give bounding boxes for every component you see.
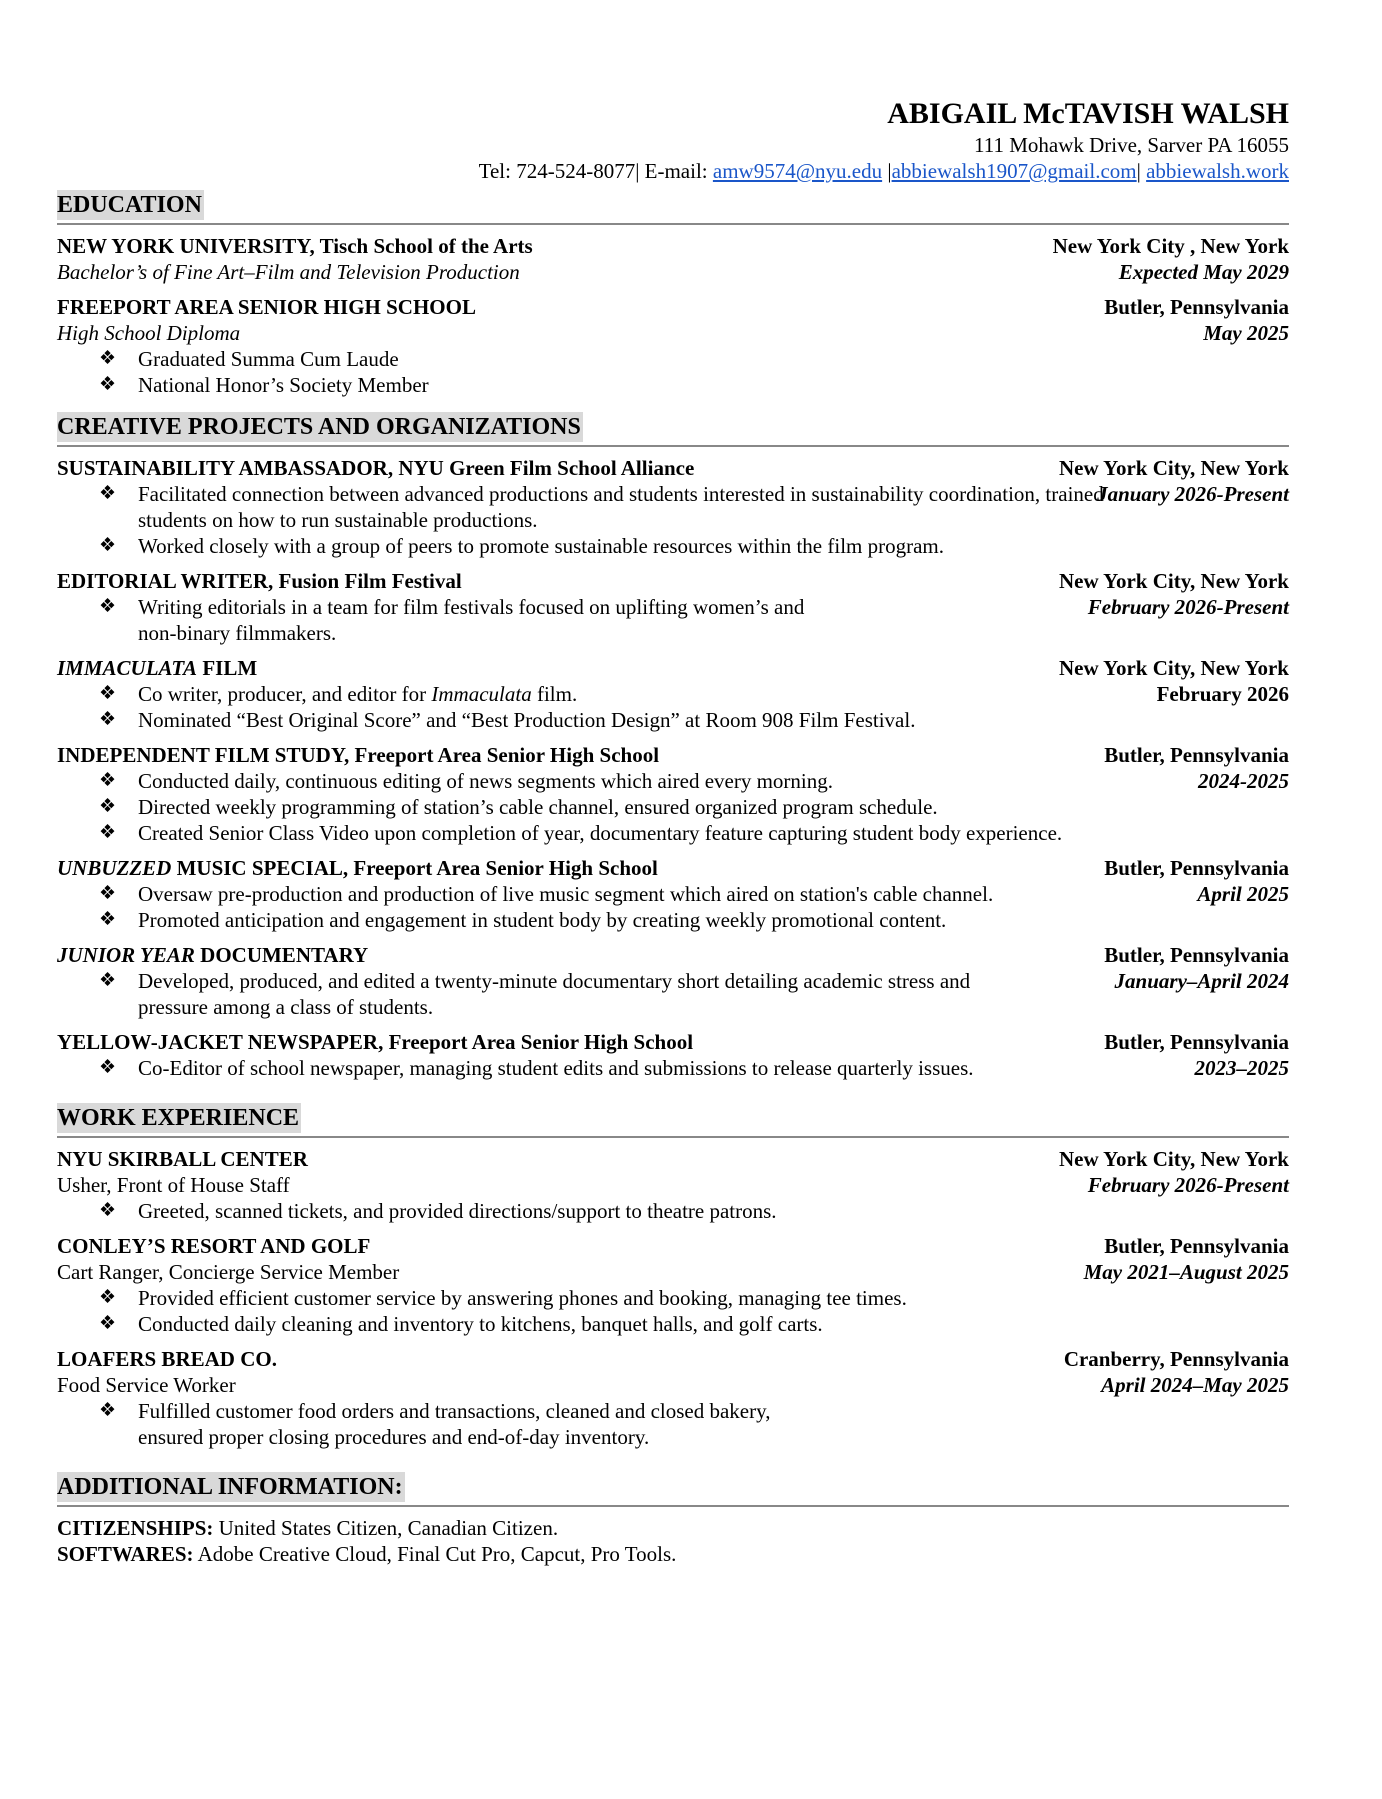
project-entry xyxy=(57,742,1289,846)
diamond-bullet-icon: ❖ xyxy=(99,909,117,930)
diamond-bullet-icon: ❖ xyxy=(99,596,117,617)
project-date: April 2025 xyxy=(1197,882,1289,906)
education-entry xyxy=(57,294,1289,398)
bullet-list xyxy=(57,881,1289,933)
list-item: ❖ Directed weekly programming of station’s cable channel, ensured organized program schedule. xyxy=(99,795,938,819)
candidate-address: 111 Mohawk Drive, Sarver PA 16055 xyxy=(974,133,1289,157)
softwares-value: Adobe Creative Cloud, Final Cut Pro, Capcut, Pro Tools. xyxy=(193,1542,677,1566)
project-date: February 2026 xyxy=(1156,682,1289,706)
softwares-label: SOFTWARES: xyxy=(57,1542,194,1566)
job-entry xyxy=(57,1146,1289,1224)
list-item: ❖ Conducted daily cleaning and inventory to kitchens, banquet halls, and golf carts. xyxy=(99,1312,823,1336)
diamond-bullet-icon: ❖ xyxy=(99,822,117,843)
project-entry xyxy=(57,1029,1289,1081)
project-entry xyxy=(57,655,1289,733)
section-title: WORK EXPERIENCE xyxy=(57,1105,300,1131)
citizenships-value: United States Citizen, Canadian Citizen. xyxy=(213,1516,559,1540)
creative-projects-section xyxy=(57,412,1289,1081)
employer-location: New York City, New York xyxy=(1058,1147,1289,1171)
list-item: ❖ Co-Editor of school newspaper, managing student edits and submissions to release quarterly issues. xyxy=(99,1056,974,1080)
project-location: Butler, Pennsylvania xyxy=(1104,743,1289,767)
project-entry xyxy=(57,855,1289,933)
diamond-bullet-icon: ❖ xyxy=(99,535,117,556)
diamond-bullet-icon: ❖ xyxy=(99,1057,117,1078)
resume-header xyxy=(57,0,1289,184)
list-item: ❖ National Honor’s Society Member xyxy=(99,373,429,397)
diamond-bullet-icon: ❖ xyxy=(99,683,117,704)
school-name: FREEPORT AREA SENIOR HIGH SCHOOL xyxy=(57,295,476,319)
project-entry xyxy=(57,568,1289,646)
bullet-list xyxy=(57,768,1289,846)
bullet-list xyxy=(57,1055,1289,1081)
diamond-bullet-icon: ❖ xyxy=(99,709,117,730)
section-divider xyxy=(57,1505,1289,1507)
project-location: New York City, New York xyxy=(1058,656,1289,680)
list-item: ❖ Developed, produced, and edited a twenty-minute documentary short detailing academic stress and pressure among a class of students. xyxy=(99,969,971,1019)
project-role: YELLOW-JACKET NEWSPAPER, Freeport Area Senior High School xyxy=(57,1030,694,1054)
list-item: ❖ Graduated Summa Cum Laude xyxy=(99,347,399,371)
email-link-nyu[interactable]: amw9574@nyu.edu xyxy=(712,159,883,183)
job-position: Food Service Worker xyxy=(57,1373,236,1397)
employer-name: CONLEY’S RESORT AND GOLF xyxy=(57,1234,371,1258)
section-title: CREATIVE PROJECTS AND ORGANIZATIONS xyxy=(57,414,581,440)
citizenships-label: CITIZENSHIPS: xyxy=(57,1516,214,1540)
school-name: NEW YORK UNIVERSITY, Tisch School of the Arts xyxy=(57,234,533,258)
work-experience-section xyxy=(57,1103,1289,1450)
degree: High School Diploma xyxy=(57,321,241,345)
graduation-date: May 2025 xyxy=(1203,321,1289,345)
employer-name: LOAFERS BREAD CO. xyxy=(57,1347,277,1371)
list-item: ❖ Co writer, producer, and editor for Immaculata film. xyxy=(99,682,578,706)
project-location: New York City, New York xyxy=(1058,569,1289,593)
documentary-title: JUNIOR YEAR xyxy=(57,943,195,967)
employer-name: NYU SKIRBALL CENTER xyxy=(57,1147,308,1171)
project-date: 2024-2025 xyxy=(1198,769,1289,793)
project-role: IMMACULATA FILM xyxy=(57,656,258,680)
project-entry xyxy=(57,455,1289,559)
special-title: UNBUZZED xyxy=(57,856,172,880)
contact-line xyxy=(57,158,1289,184)
diamond-bullet-icon: ❖ xyxy=(99,770,117,791)
project-location: Butler, Pennsylvania xyxy=(1104,1030,1289,1054)
project-date: January–April 2024 xyxy=(1114,969,1289,993)
diamond-bullet-icon: ❖ xyxy=(99,1287,117,1308)
list-item: ❖ Provided efficient customer service by answering phones and booking, managing tee times. xyxy=(99,1286,907,1310)
contact-phone-label: Tel: 724-524-8077| E-mail: xyxy=(478,159,713,183)
resume-page xyxy=(57,0,1289,1567)
section-title: ADDITIONAL INFORMATION: xyxy=(57,1474,403,1500)
list-item: ❖ Facilitated connection between advanced productions and students interested in sustainability coordination, trained students on how to run sustainable productions. xyxy=(99,482,1104,532)
project-location: New York City, New York xyxy=(1058,456,1289,480)
list-item: ❖ Greeted, scanned tickets, and provided directions/support to theatre patrons. xyxy=(99,1199,777,1223)
project-role: INDEPENDENT FILM STUDY, Freeport Area Senior High School xyxy=(57,743,660,767)
candidate-name: ABIGAIL McTAVISH WALSH xyxy=(887,97,1289,130)
project-date: January 2026-Present xyxy=(1097,482,1289,506)
bullet-list xyxy=(57,1285,1289,1337)
employer-location: Cranberry, Pennsylvania xyxy=(1063,1347,1289,1371)
list-item: ❖ Conducted daily, continuous editing of news segments which aired every morning. xyxy=(99,769,833,793)
bullet-list xyxy=(57,681,1289,733)
job-entry xyxy=(57,1346,1289,1450)
job-position: Usher, Front of House Staff xyxy=(57,1173,290,1197)
diamond-bullet-icon: ❖ xyxy=(99,883,117,904)
project-role: UNBUZZED MUSIC SPECIAL, Freeport Area Senior High School xyxy=(57,856,658,880)
film-title: IMMACULATA xyxy=(57,656,198,680)
diamond-bullet-icon: ❖ xyxy=(99,1200,117,1221)
list-item: ❖ Promoted anticipation and engagement in student body by creating weekly promotional content. xyxy=(99,908,947,932)
section-divider xyxy=(57,223,1289,225)
project-date: February 2026-Present xyxy=(1087,595,1289,619)
softwares-line xyxy=(57,1541,1289,1567)
diamond-bullet-icon: ❖ xyxy=(99,1400,117,1421)
contact-separator: | xyxy=(1136,159,1147,183)
graduation-date: Expected May 2029 xyxy=(1118,260,1289,284)
list-item: ❖ Created Senior Class Video upon completion of year, documentary feature capturing student body experience. xyxy=(99,821,1063,845)
project-entry xyxy=(57,942,1289,1020)
education-section xyxy=(57,190,1289,398)
diamond-bullet-icon: ❖ xyxy=(99,796,117,817)
job-date: February 2026-Present xyxy=(1087,1173,1289,1197)
project-role: SUSTAINABILITY AMBASSADOR, NYU Green Film School Alliance xyxy=(57,456,695,480)
employer-location: Butler, Pennsylvania xyxy=(1104,1234,1289,1258)
diamond-bullet-icon: ❖ xyxy=(99,483,117,504)
section-title: EDUCATION xyxy=(57,192,202,218)
section-divider xyxy=(57,1136,1289,1138)
citizenships-line xyxy=(57,1515,1289,1541)
school-location: Butler, Pennsylvania xyxy=(1104,295,1289,319)
diamond-bullet-icon: ❖ xyxy=(99,348,117,369)
diamond-bullet-icon: ❖ xyxy=(99,970,117,991)
project-role: EDITORIAL WRITER, Fusion Film Festival xyxy=(57,569,462,593)
bullet-list xyxy=(57,1398,1289,1450)
degree: Bachelor’s of Fine Art–Film and Television Production xyxy=(57,260,520,284)
school-location: New York City , New York xyxy=(1052,234,1289,258)
project-location: Butler, Pennsylvania xyxy=(1104,856,1289,880)
diamond-bullet-icon: ❖ xyxy=(99,1313,117,1334)
bullet-list xyxy=(57,1198,1289,1224)
diamond-bullet-icon: ❖ xyxy=(99,374,117,395)
list-item: ❖ Oversaw pre-production and production of live music segment which aired on station's cable channel. xyxy=(99,882,994,906)
contact-separator: | xyxy=(882,159,892,183)
list-item: ❖ Worked closely with a group of peers to promote sustainable resources within the film program. xyxy=(99,534,945,558)
project-location: Butler, Pennsylvania xyxy=(1104,943,1289,967)
project-date: 2023–2025 xyxy=(1194,1056,1289,1080)
additional-info-section xyxy=(57,1472,1289,1567)
job-position: Cart Ranger, Concierge Service Member xyxy=(57,1260,400,1284)
education-entry xyxy=(57,233,1289,285)
project-role: JUNIOR YEAR DOCUMENTARY xyxy=(57,943,369,967)
list-item: ❖ Fulfilled customer food orders and transactions, cleaned and closed bakery, ensured proper closing procedures and end-of-day inventory. xyxy=(99,1399,771,1449)
job-date: April 2024–May 2025 xyxy=(1101,1373,1289,1397)
list-item: ❖ Writing editorials in a team for film festivals focused on uplifting women’s and non-binary filmmakers. xyxy=(99,595,805,645)
list-item: ❖ Nominated “Best Original Score” and “Best Production Design” at Room 908 Film Festival. xyxy=(99,708,916,732)
job-entry xyxy=(57,1233,1289,1337)
job-date: May 2021–August 2025 xyxy=(1083,1260,1289,1284)
email-link-gmail[interactable]: abbiewalsh1907@gmail.com xyxy=(891,159,1137,183)
bullet-list xyxy=(57,346,1289,398)
website-link[interactable]: abbiewalsh.work xyxy=(1146,159,1289,183)
section-divider xyxy=(57,445,1289,447)
